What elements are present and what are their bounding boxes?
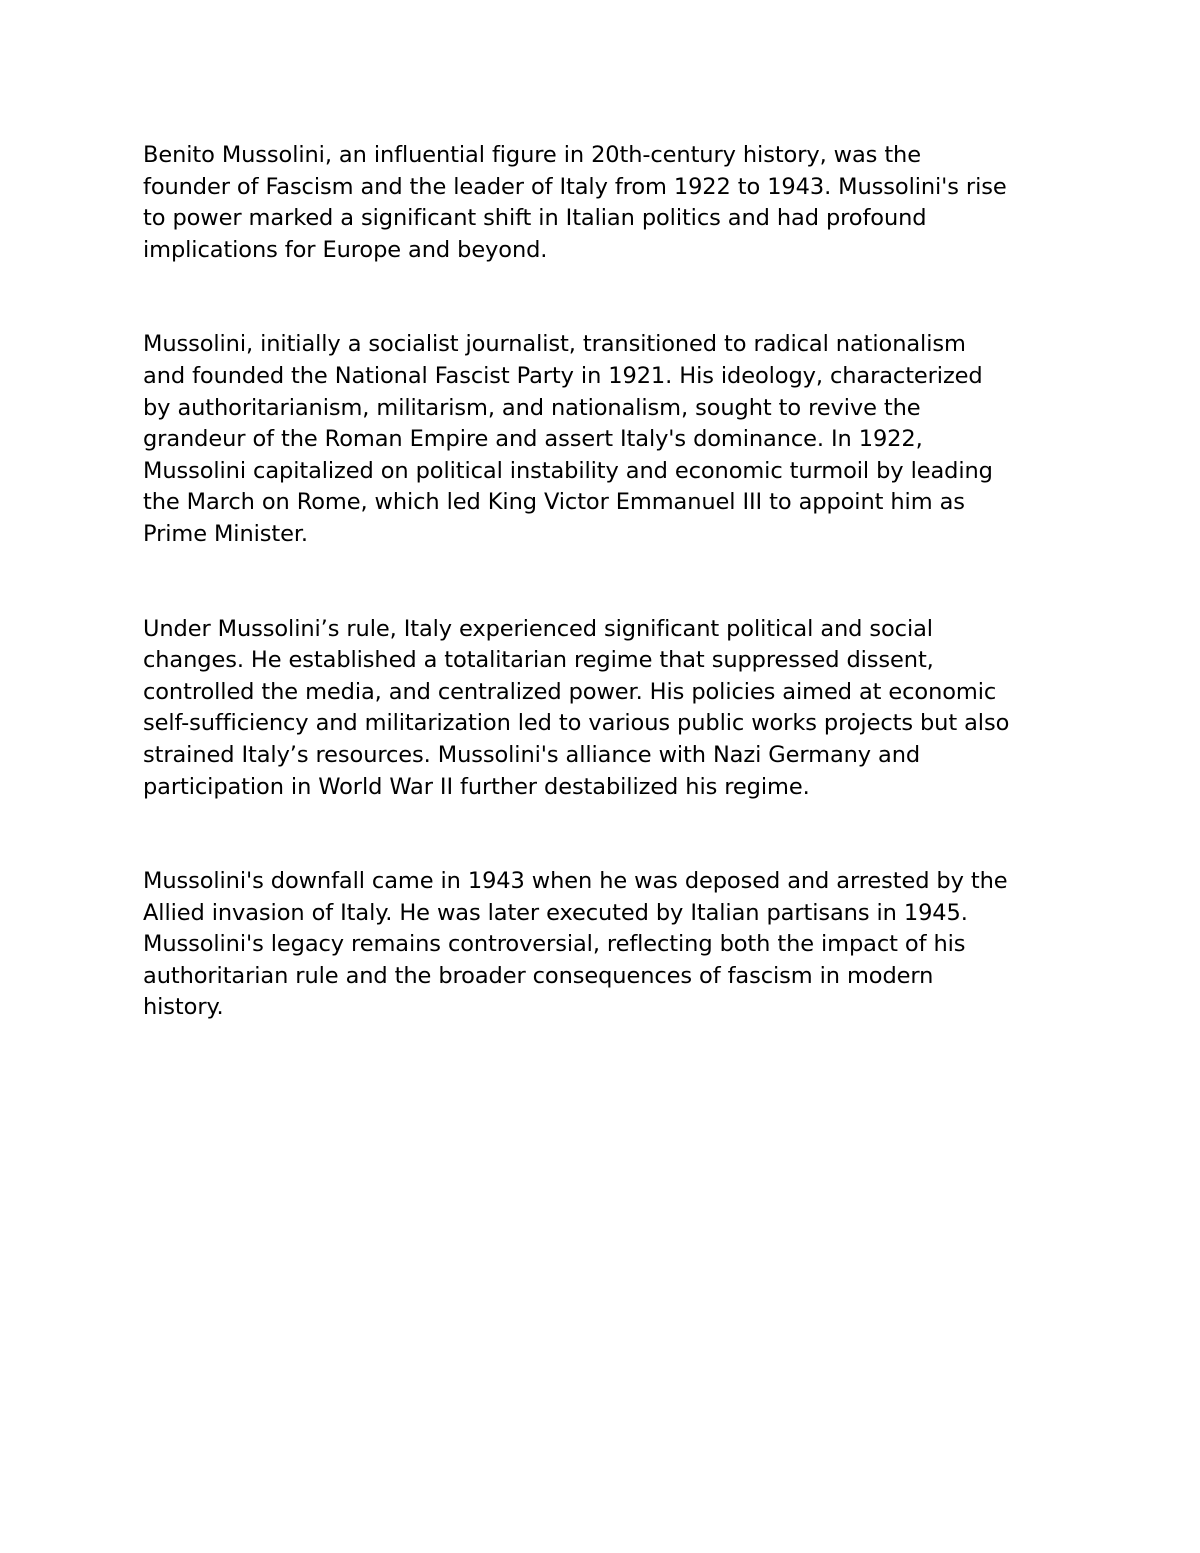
paragraph-line: Under Mussolini’s rule, Italy experienced significant political and social (143, 615, 933, 642)
paragraph-line: implications for Europe and beyond. (143, 236, 548, 263)
paragraph-line: strained Italy’s resources. Mussolini's alliance with Nazi Germany and (143, 741, 921, 768)
paragraph-line: Mussolini, initially a socialist journalist, transitioned to radical nationalism (143, 331, 966, 358)
document-body (143, 140, 1073, 1024)
paragraph-line: by authoritarianism, militarism, and nationalism, sought to revive the (143, 394, 921, 421)
paragraph-line: controlled the media, and centralized power. His policies aimed at economic (143, 678, 997, 705)
paragraph-downfall (143, 866, 1073, 1024)
paragraph-spacer (143, 266, 1073, 329)
paragraph-line: to power marked a significant shift in Italian politics and had profound (143, 205, 927, 232)
paragraph-line: grandeur of the Roman Empire and assert Italy's dominance. In 1922, (143, 426, 923, 453)
paragraph-line: Mussolini's legacy remains controversial, reflecting both the impact of his (143, 931, 966, 958)
paragraph-line: history. (143, 994, 224, 1021)
paragraph-line: founder of Fascism and the leader of Italy from 1922 to 1943. Mussolini's rise (143, 173, 1007, 200)
paragraph-line: and founded the National Fascist Party in 1921. His ideology, characterized (143, 362, 983, 389)
paragraph-line: participation in World War II further destabilized his regime. (143, 773, 810, 800)
paragraph-line: the March on Rome, which led King Victor Emmanuel III to appoint him as (143, 489, 965, 516)
paragraph-line: Mussolini capitalized on political instability and economic turmoil by leading (143, 457, 993, 484)
paragraph-line: authoritarian rule and the broader consequences of fascism in modern (143, 962, 934, 989)
paragraph-spacer (143, 803, 1073, 866)
paragraph-line: Prime Minister. (143, 520, 308, 547)
paragraph-spacer (143, 551, 1073, 614)
paragraph-line: changes. He established a totalitarian regime that suppressed dissent, (143, 647, 934, 674)
paragraph-line: self-sufficiency and militarization led to various public works projects but also (143, 710, 1010, 737)
paragraph-line: Mussolini's downfall came in 1943 when he was deposed and arrested by the (143, 868, 1008, 895)
paragraph-intro (143, 140, 1073, 266)
paragraph-rule (143, 614, 1073, 804)
paragraph-rise-to-power (143, 329, 1073, 550)
paragraph-line: Benito Mussolini, an influential figure in 20th-century history, was the (143, 142, 921, 168)
paragraph-line: Allied invasion of Italy. He was later executed by Italian partisans in 1945. (143, 899, 968, 926)
